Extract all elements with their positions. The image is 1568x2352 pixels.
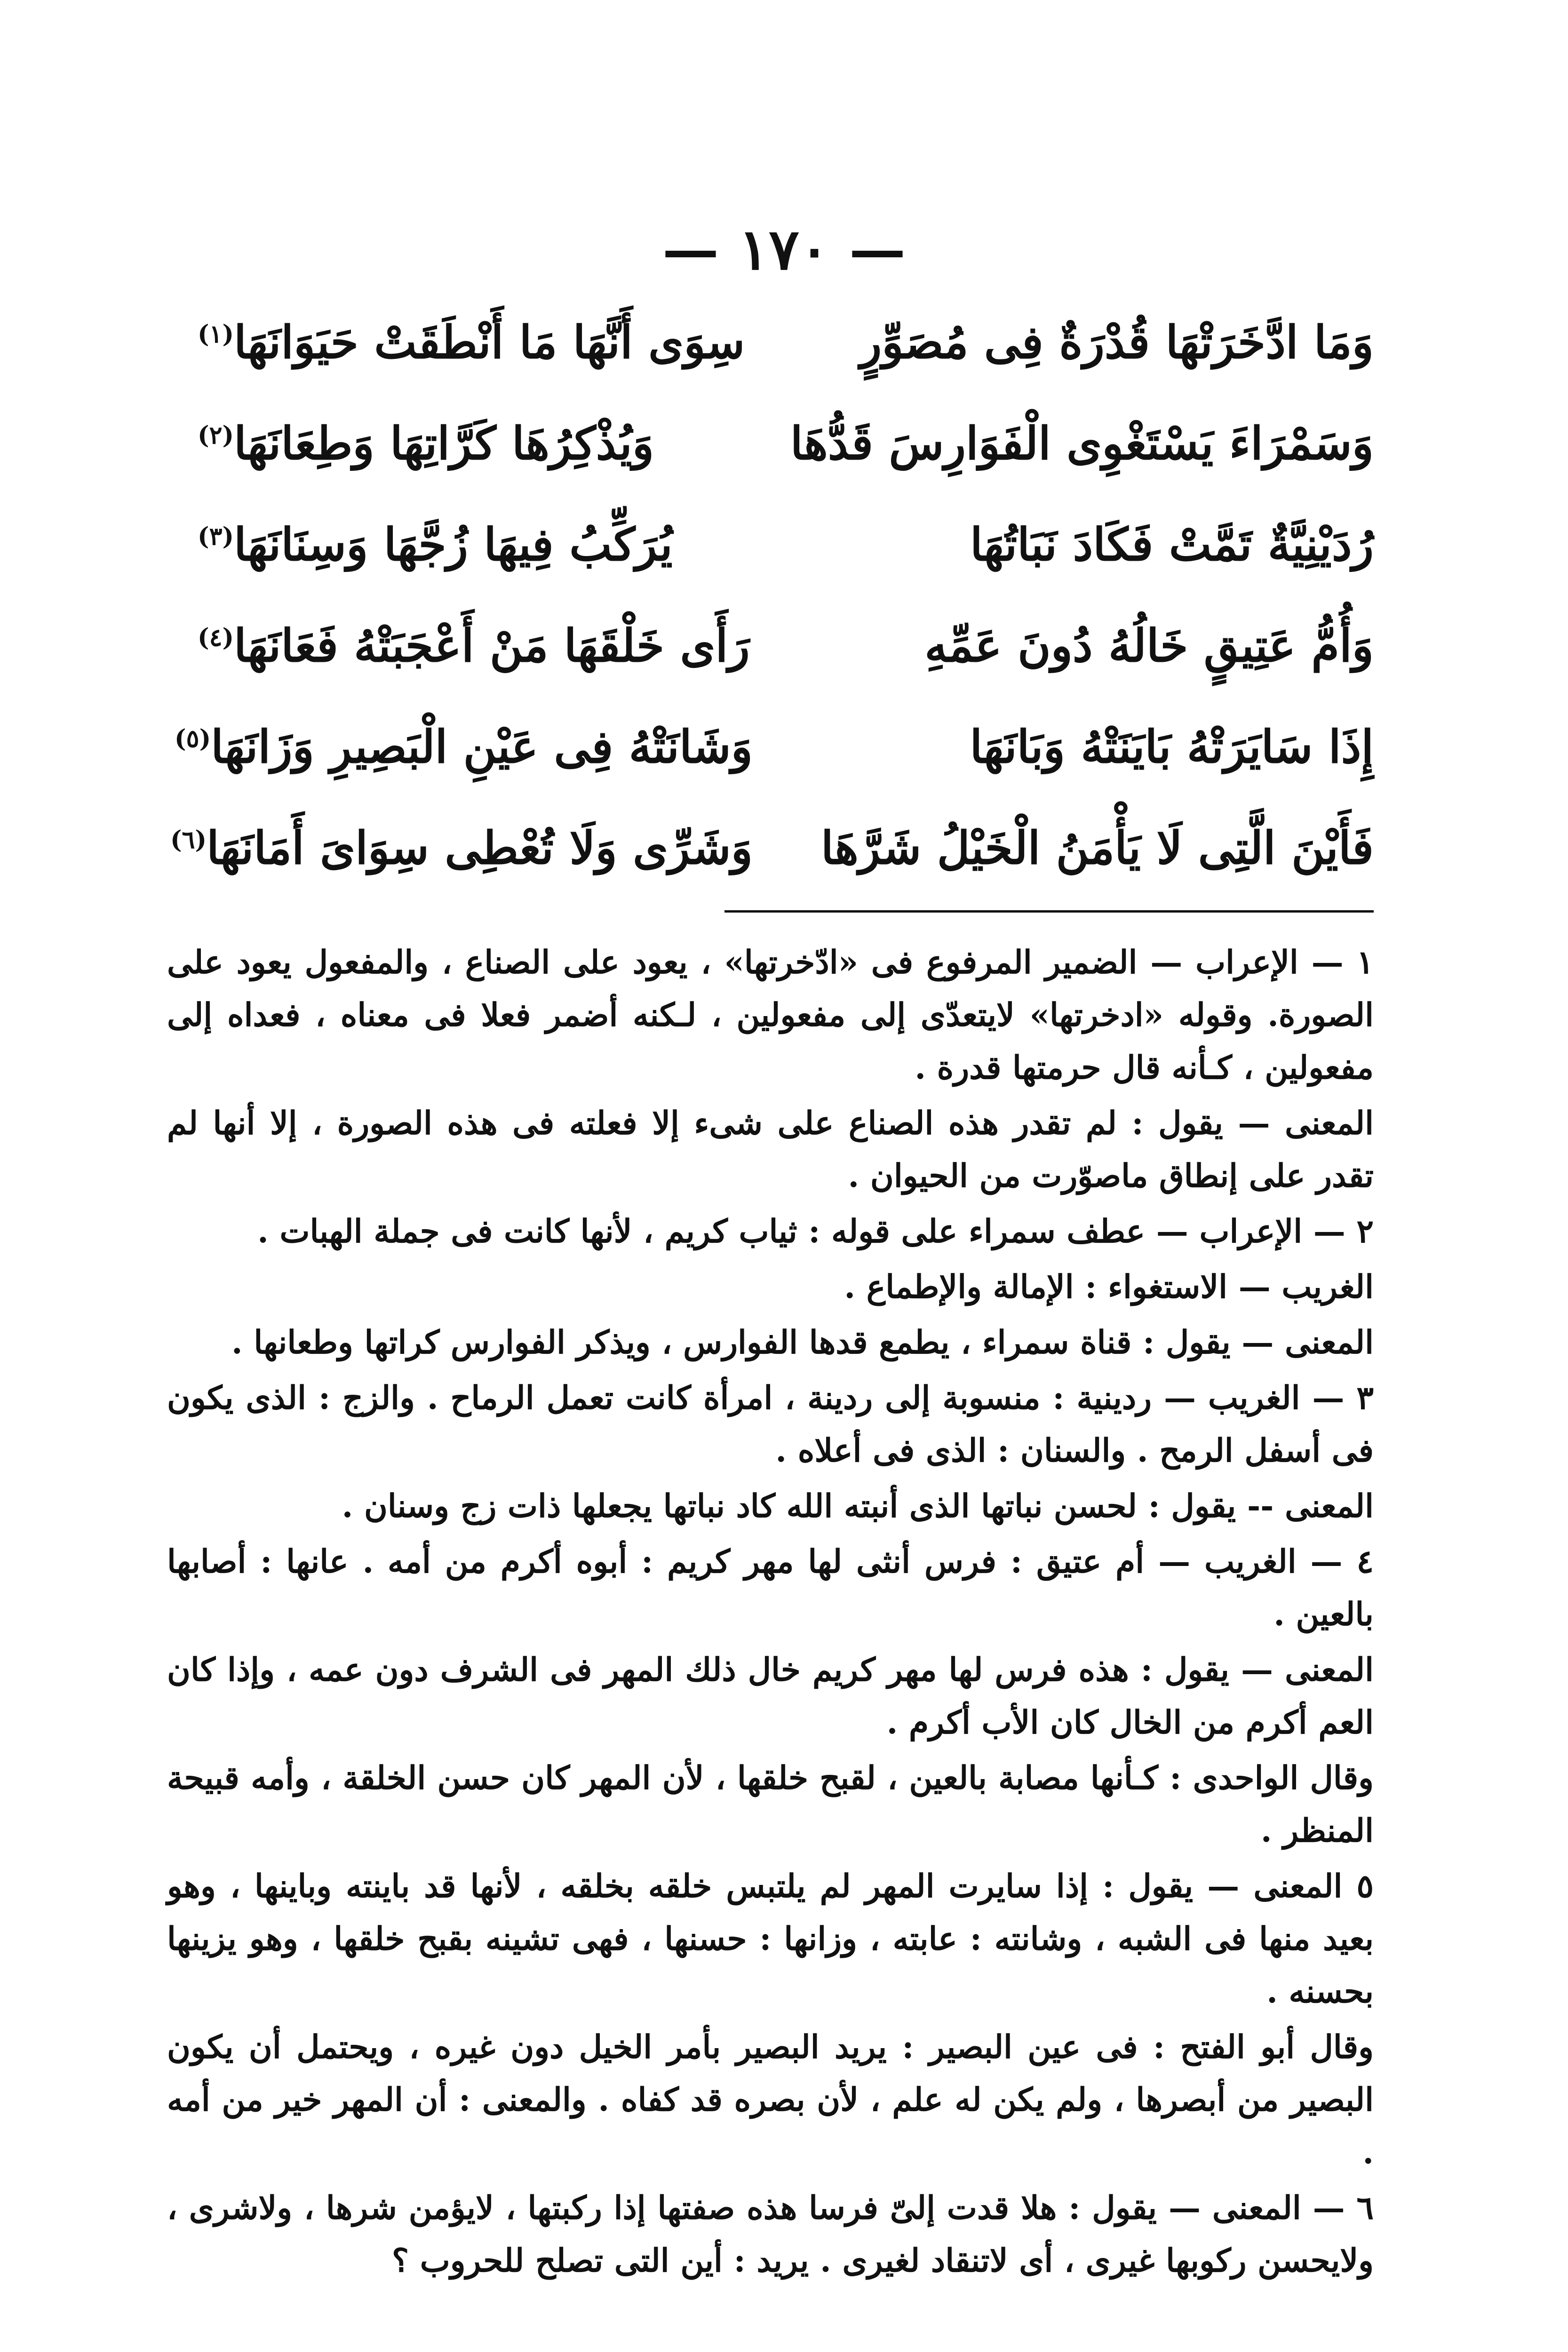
verse-first-hemistich: وَسَمْرَاءَ يَسْتَغْوِى الْفَوَارِسَ قَدُّهَا	[790, 417, 1374, 470]
verse-first-hemistich: وَأُمُّ عَتِيقٍ خَالُهُ دُونَ عَمِّهِ	[924, 619, 1374, 672]
verse-first-hemistich: فَأَيْنَ الَّتِى لَا يَأْمَنُ الْخَيْلُ شَرَّهَا	[820, 821, 1374, 874]
footnote-paragraph: المعنى — يقول : قناة سمراء ، يطمع قدها الفوارس ، ويذكر الفوارس كراتها وطعانها .	[231, 1324, 1374, 1361]
verse	[198, 595, 1374, 696]
page-number: — ١٧٠ —	[662, 216, 906, 283]
verse-second-hemistich	[198, 417, 753, 470]
verse-second-hemistich	[198, 619, 753, 672]
footnote-ref: (٢)	[198, 421, 234, 450]
verse-second-hemistich	[170, 821, 753, 874]
verse	[175, 696, 1374, 797]
verse-second-text: يُرَكِّبُ فِيهَا زُجَّهَا وَسِنَانَهَا	[234, 518, 673, 571]
footnote-paragraph: ٦ — المعنى — يقول : هلا قدت إلىّ فرسا هذه صفتها إذا ركبتها ، لايؤمن شرها ، ولاشرى ، ولايحسن ركوبها غيرى ، أى لاتنقاد لغيرى . يريد : أين التى تصلح للحروب ؟	[167, 2189, 1374, 2280]
verse-second-hemistich	[175, 720, 753, 773]
verse-second-hemistich	[198, 518, 753, 571]
verse-second-text: رَأَى خَلْقَهَا مَنْ أَعْجَبَتْهُ فَعَانَهَا	[234, 619, 750, 672]
footnote-divider	[724, 910, 1374, 913]
verse-first-hemistich: وَمَا ادَّخَرَتْهَا قُدْرَةٌ فِى مُصَوِّرٍ	[860, 316, 1374, 369]
footnote-paragraph: وقال الواحدى : كـأنها مصابة بالعين ، لقبح خلقها ، لأن المهر كان حسن الخلقة ، وأمه قبيحة المنظر .	[167, 1759, 1374, 1850]
verse-second-text: وَيُذْكِرُهَا كَرَّاتِهَا وَطِعَانَهَا	[234, 417, 654, 470]
verse-first-hemistich: رُدَيْنِيَّةٌ تَمَّتْ فَكَادَ نَبَاتُهَا	[970, 518, 1374, 571]
verse-second-text: وَشَرِّى وَلَا تُعْطِى سِوَاىَ أَمَانَهَا	[207, 821, 753, 874]
footnote-ref: (١)	[198, 320, 234, 349]
footnote-paragraph: ٤ — الغريب — أم عتيق : فرس أنثى لها مهر كريم : أبوه أكرم من أمه . عانها : أصابها بالعين .	[167, 1543, 1374, 1633]
verse-second-hemistich	[198, 316, 753, 369]
footnote-paragraph: ٢ — الإعراب — عطف سمراء على قوله : ثياب كريم ، لأنها كانت فى جملة الهبات .	[257, 1213, 1374, 1250]
footnote-paragraph: ٣ — الغريب — ردينية : منسوبة إلى ردينة ، امرأة كانت تعمل الرماح . والزج : الذى يكون فى أسفل الرمح . والسنان : الذى فى أعلاه .	[167, 1379, 1374, 1470]
footnote-ref: (٦)	[170, 826, 207, 854]
footnote-ref: (٥)	[175, 724, 211, 753]
footnote-paragraph: ٥ المعنى — يقول : إذا سايرت المهر لم يلتبس خلقه بخلقه ، لأنها قد باينته وباينها ، وهو بعيد منها فى الشبه ، وشانته : عابته ، وزانها : حسنها ، فهى تشينه بقبح خلقها ، وهو يزينها بحسنه .	[167, 1867, 1374, 2010]
footnote-paragraph: المعنى — يقول : لم تقدر هذه الصناع على شىء إلا فعلته فى هذه الصورة ، إلا أنها لم تقدر على إنطاق ماصوّرت من الحيوان .	[167, 1104, 1374, 1195]
footnotes	[167, 936, 1374, 2290]
verse	[198, 393, 1374, 494]
verse-first-hemistich: إِذَا سَايَرَتْهُ بَايَنَتْهُ وَبَانَهَا	[970, 720, 1374, 773]
footnote-ref: (٤)	[198, 623, 234, 652]
footnote-paragraph: ١ — الإعراب — الضمير المرفوع فى «ادّخرتها» ، يعود على الصناع ، والمفعول يعود على الصورة. وقوله «ادخرتها» لايتعدّى إلى مفعولين ، لـكنه أضمر فعلا فى معناه ، فعداه إلى مفعولين ، كـأنه قال حرمتها قدرة .	[167, 944, 1374, 1087]
footnote-paragraph: المعنى — يقول : هذه فرس لها مهر كريم خال ذلك المهر فى الشرف دون عمه ، وإذا كان العم أكرم من الخال كان الأب أكرم .	[167, 1651, 1374, 1741]
verse-second-text: سِوَى أَنَّهَا مَا أَنْطَقَتْ حَيَوَانَهَا	[234, 316, 745, 369]
footnote-paragraph: وقال أبو الفتح : فى عين البصير : يريد البصير بأمر الخيل دون غيره ، ويحتمل أن يكون البصير من أبصرها ، ولم يكن له علم ، لأن بصره قد كفاه . والمعنى : أن المهر خير من أمه .	[167, 2028, 1374, 2171]
poem	[170, 292, 1374, 898]
verse-second-text: وَشَانَتْهُ فِى عَيْنِ الْبَصِيرِ وَزَانَهَا	[211, 720, 753, 773]
verse	[198, 292, 1374, 393]
footnote-ref: (٣)	[198, 522, 234, 551]
footnote-paragraph: الغريب — الاستغواء : الإمالة والإطماع .	[844, 1268, 1374, 1306]
footnote-paragraph: المعنى -- يقول : لحسن نباتها الذى أنبته الله كاد نباتها يجعلها ذات زج وسنان .	[342, 1487, 1374, 1525]
verse	[170, 797, 1374, 898]
verse	[198, 494, 1374, 595]
